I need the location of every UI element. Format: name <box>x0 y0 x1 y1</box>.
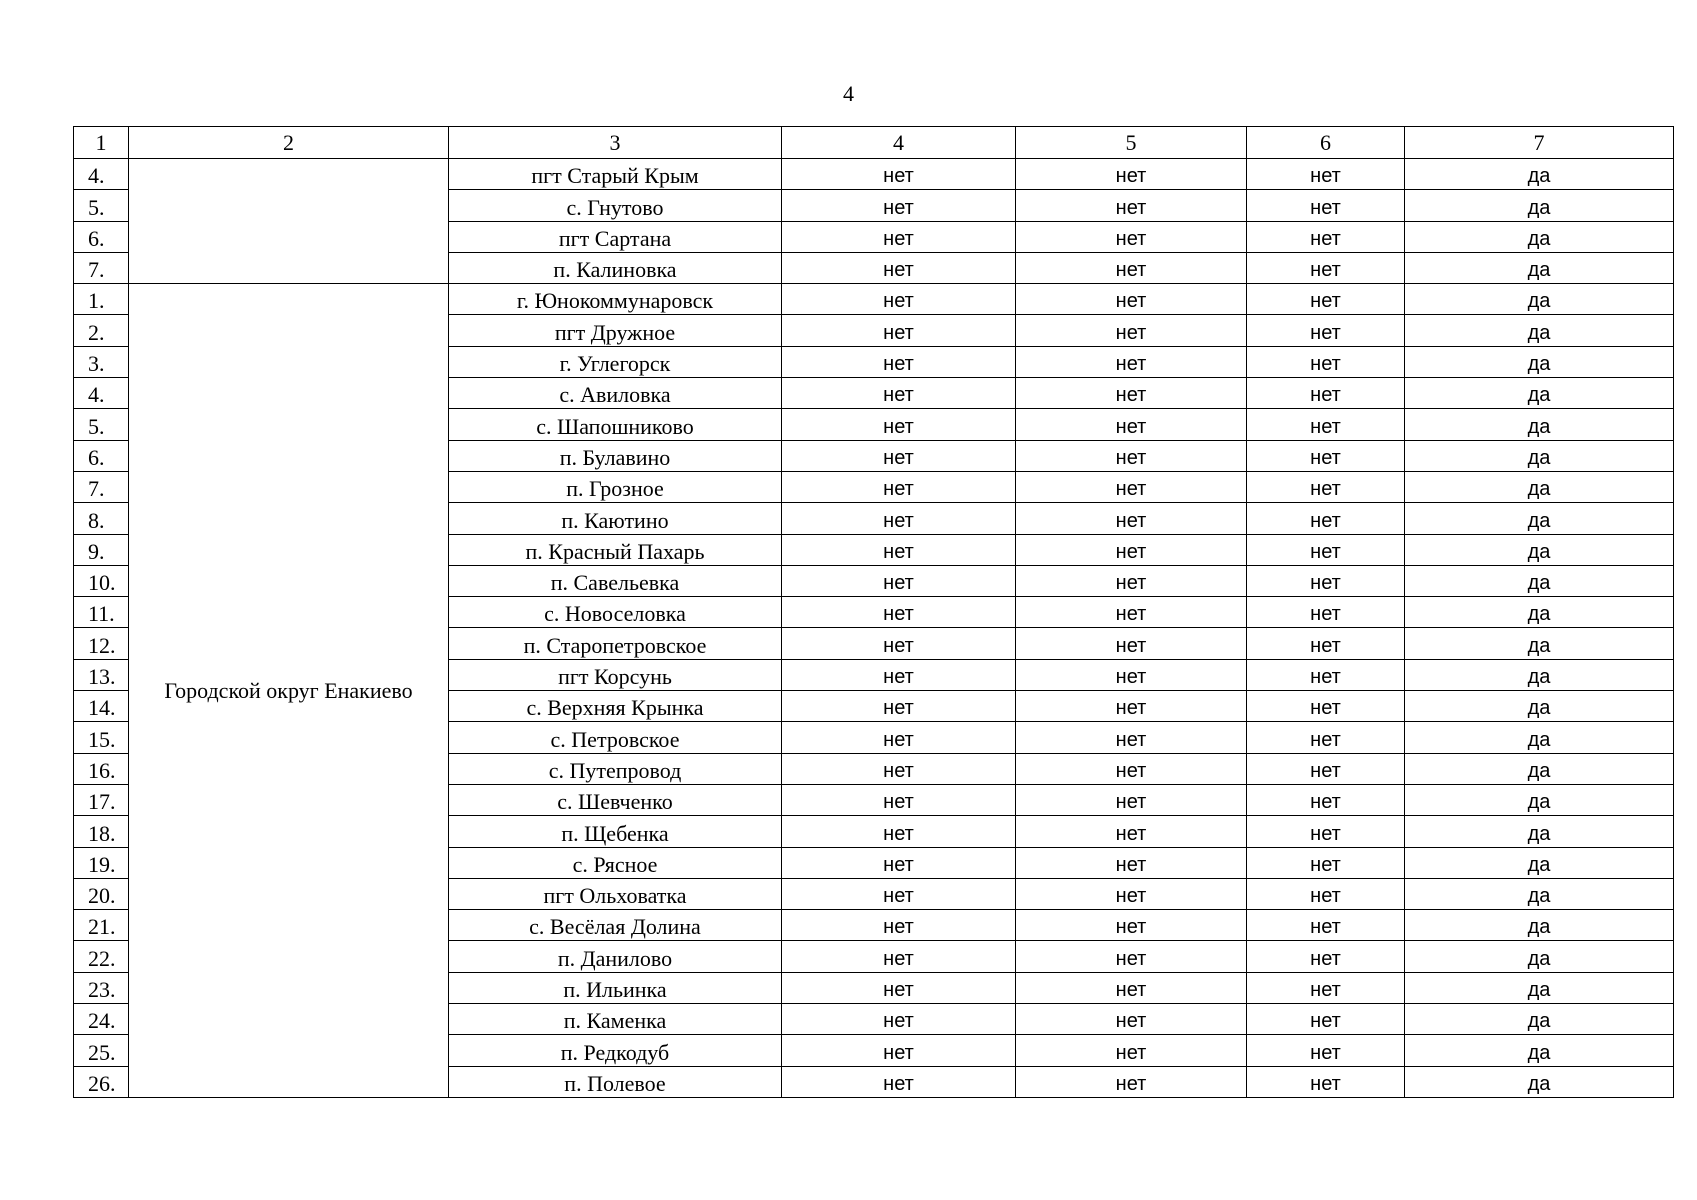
row-number-cell: 12. <box>74 628 129 659</box>
row-number-cell: 5. <box>74 190 129 221</box>
col5-cell: нет <box>1016 565 1247 596</box>
col7-cell: да <box>1405 378 1674 409</box>
col5-cell: нет <box>1016 534 1247 565</box>
row-number-cell: 6. <box>74 221 129 252</box>
col7-cell: да <box>1405 878 1674 909</box>
settlement-cell: п. Редкодуб <box>449 1035 782 1066</box>
col5-cell: нет <box>1016 1066 1247 1097</box>
col4-cell: нет <box>782 1004 1016 1035</box>
col4-cell: нет <box>782 221 1016 252</box>
col6-cell: нет <box>1247 503 1405 534</box>
col5-cell: нет <box>1016 628 1247 659</box>
settlement-cell: с. Рясное <box>449 847 782 878</box>
row-number-cell: 3. <box>74 346 129 377</box>
col4-cell: нет <box>782 878 1016 909</box>
col5-cell: нет <box>1016 190 1247 221</box>
row-number-cell: 25. <box>74 1035 129 1066</box>
column-header-5: 5 <box>1016 127 1247 159</box>
col4-cell: нет <box>782 409 1016 440</box>
col7-cell: да <box>1405 503 1674 534</box>
row-number-cell: 2. <box>74 315 129 346</box>
row-number-cell: 18. <box>74 816 129 847</box>
col4-cell: нет <box>782 565 1016 596</box>
settlement-cell: пгт Старый Крым <box>449 159 782 190</box>
settlement-cell: п. Каютино <box>449 503 782 534</box>
col6-cell: нет <box>1247 1066 1405 1097</box>
settlement-cell: п. Грозное <box>449 471 782 502</box>
col5-cell: нет <box>1016 722 1247 753</box>
col5-cell: нет <box>1016 910 1247 941</box>
col4-cell: нет <box>782 159 1016 190</box>
col7-cell: да <box>1405 221 1674 252</box>
col7-cell: да <box>1405 910 1674 941</box>
header-row <box>74 127 1674 159</box>
page-number: 4 <box>843 81 854 106</box>
col7-cell: да <box>1405 534 1674 565</box>
settlement-cell: п. Калиновка <box>449 252 782 283</box>
row-number-cell: 15. <box>74 722 129 753</box>
settlement-cell: с. Новоселовка <box>449 597 782 628</box>
row-number-cell: 7. <box>74 252 129 283</box>
col5-cell: нет <box>1016 972 1247 1003</box>
col4-cell: нет <box>782 816 1016 847</box>
column-header-4: 4 <box>782 127 1016 159</box>
row-number-cell: 1. <box>74 284 129 315</box>
col7-cell: да <box>1405 847 1674 878</box>
row-number-cell: 24. <box>74 1004 129 1035</box>
col6-cell: нет <box>1247 847 1405 878</box>
settlement-cell: с. Гнутово <box>449 190 782 221</box>
column-header-7: 7 <box>1405 127 1674 159</box>
row-number-cell: 8. <box>74 503 129 534</box>
settlement-cell: с. Верхняя Крынка <box>449 691 782 722</box>
col5-cell: нет <box>1016 252 1247 283</box>
settlement-cell: п. Ильинка <box>449 972 782 1003</box>
col5-cell: нет <box>1016 878 1247 909</box>
row-number-cell: 9. <box>74 534 129 565</box>
settlement-cell: с. Путепровод <box>449 753 782 784</box>
col6-cell: нет <box>1247 816 1405 847</box>
col6-cell: нет <box>1247 409 1405 440</box>
col6-cell: нет <box>1247 941 1405 972</box>
col7-cell: да <box>1405 628 1674 659</box>
col5-cell: нет <box>1016 471 1247 502</box>
col4-cell: нет <box>782 847 1016 878</box>
column-header-6: 6 <box>1247 127 1405 159</box>
col4-cell: нет <box>782 315 1016 346</box>
col5-cell: нет <box>1016 284 1247 315</box>
col6-cell: нет <box>1247 471 1405 502</box>
col4-cell: нет <box>782 753 1016 784</box>
row-number-cell: 17. <box>74 784 129 815</box>
col7-cell: да <box>1405 691 1674 722</box>
settlement-cell: г. Юнокоммунаровск <box>449 284 782 315</box>
col7-cell: да <box>1405 190 1674 221</box>
col5-cell: нет <box>1016 659 1247 690</box>
col4-cell: нет <box>782 378 1016 409</box>
col7-cell: да <box>1405 1066 1674 1097</box>
settlement-cell: с. Шапошниково <box>449 409 782 440</box>
row-number-cell: 23. <box>74 972 129 1003</box>
col5-cell: нет <box>1016 847 1247 878</box>
col5-cell: нет <box>1016 784 1247 815</box>
settlement-cell: с. Шевченко <box>449 784 782 815</box>
col5-cell: нет <box>1016 159 1247 190</box>
settlement-cell: п. Красный Пахарь <box>449 534 782 565</box>
col5-cell: нет <box>1016 409 1247 440</box>
col7-cell: да <box>1405 1004 1674 1035</box>
row-number-cell: 4. <box>74 159 129 190</box>
col6-cell: нет <box>1247 1035 1405 1066</box>
col7-cell: да <box>1405 816 1674 847</box>
col6-cell: нет <box>1247 691 1405 722</box>
col5-cell: нет <box>1016 597 1247 628</box>
settlement-cell: п. Каменка <box>449 1004 782 1035</box>
col6-cell: нет <box>1247 972 1405 1003</box>
col7-cell: да <box>1405 440 1674 471</box>
settlement-cell: с. Петровское <box>449 722 782 753</box>
row-number-cell: 10. <box>74 565 129 596</box>
row-number-cell: 20. <box>74 878 129 909</box>
settlement-cell: п. Данилово <box>449 941 782 972</box>
col5-cell: нет <box>1016 816 1247 847</box>
col5-cell: нет <box>1016 1004 1247 1035</box>
col4-cell: нет <box>782 440 1016 471</box>
col6-cell: нет <box>1247 315 1405 346</box>
col5-cell: нет <box>1016 753 1247 784</box>
col4-cell: нет <box>782 628 1016 659</box>
col7-cell: да <box>1405 565 1674 596</box>
col6-cell: нет <box>1247 565 1405 596</box>
settlement-cell: п. Старопетровское <box>449 628 782 659</box>
settlement-cell: с. Весёлая Долина <box>449 910 782 941</box>
col6-cell: нет <box>1247 284 1405 315</box>
col4-cell: нет <box>782 534 1016 565</box>
col4-cell: нет <box>782 284 1016 315</box>
col4-cell: нет <box>782 471 1016 502</box>
row-number-cell: 22. <box>74 941 129 972</box>
col4-cell: нет <box>782 910 1016 941</box>
row-number-cell: 7. <box>74 471 129 502</box>
col4-cell: нет <box>782 1035 1016 1066</box>
col4-cell: нет <box>782 941 1016 972</box>
col7-cell: да <box>1405 941 1674 972</box>
district-cell <box>129 159 449 284</box>
col6-cell: нет <box>1247 722 1405 753</box>
col7-cell: да <box>1405 784 1674 815</box>
col6-cell: нет <box>1247 221 1405 252</box>
col4-cell: нет <box>782 691 1016 722</box>
settlement-cell: п. Савельевка <box>449 565 782 596</box>
settlement-cell: пгт Сартана <box>449 221 782 252</box>
col5-cell: нет <box>1016 691 1247 722</box>
col7-cell: да <box>1405 659 1674 690</box>
col4-cell: нет <box>782 503 1016 534</box>
settlement-cell: п. Булавино <box>449 440 782 471</box>
col6-cell: нет <box>1247 440 1405 471</box>
column-header-1: 1 <box>74 127 129 159</box>
column-header-2: 2 <box>129 127 449 159</box>
row-number-cell: 6. <box>74 440 129 471</box>
col6-cell: нет <box>1247 910 1405 941</box>
col6-cell: нет <box>1247 597 1405 628</box>
col6-cell: нет <box>1247 190 1405 221</box>
row-number-cell: 19. <box>74 847 129 878</box>
table-body <box>74 127 1674 1098</box>
col6-cell: нет <box>1247 159 1405 190</box>
col4-cell: нет <box>782 784 1016 815</box>
col4-cell: нет <box>782 346 1016 377</box>
col7-cell: да <box>1405 315 1674 346</box>
settlement-cell: п. Полевое <box>449 1066 782 1097</box>
col5-cell: нет <box>1016 315 1247 346</box>
col4-cell: нет <box>782 972 1016 1003</box>
settlement-cell: п. Щебенка <box>449 816 782 847</box>
row-number-cell: 16. <box>74 753 129 784</box>
col7-cell: да <box>1405 284 1674 315</box>
row-number-cell: 14. <box>74 691 129 722</box>
settlement-cell: с. Авиловка <box>449 378 782 409</box>
col4-cell: нет <box>782 659 1016 690</box>
col6-cell: нет <box>1247 1004 1405 1035</box>
col5-cell: нет <box>1016 221 1247 252</box>
row-number-cell: 11. <box>74 597 129 628</box>
settlement-cell: г. Углегорск <box>449 346 782 377</box>
col6-cell: нет <box>1247 784 1405 815</box>
col7-cell: да <box>1405 753 1674 784</box>
col4-cell: нет <box>782 722 1016 753</box>
col7-cell: да <box>1405 252 1674 283</box>
col7-cell: да <box>1405 597 1674 628</box>
col7-cell: да <box>1405 972 1674 1003</box>
col5-cell: нет <box>1016 503 1247 534</box>
col6-cell: нет <box>1247 878 1405 909</box>
row-number-cell: 4. <box>74 378 129 409</box>
col6-cell: нет <box>1247 628 1405 659</box>
col5-cell: нет <box>1016 346 1247 377</box>
col6-cell: нет <box>1247 753 1405 784</box>
col7-cell: да <box>1405 159 1674 190</box>
col5-cell: нет <box>1016 378 1247 409</box>
col5-cell: нет <box>1016 941 1247 972</box>
district-cell: Городской округ Енакиево <box>129 284 449 1098</box>
col6-cell: нет <box>1247 534 1405 565</box>
col6-cell: нет <box>1247 346 1405 377</box>
row-number-cell: 21. <box>74 910 129 941</box>
row-number-cell: 5. <box>74 409 129 440</box>
col7-cell: да <box>1405 471 1674 502</box>
col4-cell: нет <box>782 190 1016 221</box>
row-number-cell: 26. <box>74 1066 129 1097</box>
col6-cell: нет <box>1247 252 1405 283</box>
column-header-3: 3 <box>449 127 782 159</box>
col7-cell: да <box>1405 346 1674 377</box>
col5-cell: нет <box>1016 440 1247 471</box>
settlement-cell: пгт Ольховатка <box>449 878 782 909</box>
col6-cell: нет <box>1247 659 1405 690</box>
settlement-cell: пгт Дружное <box>449 315 782 346</box>
col5-cell: нет <box>1016 1035 1247 1066</box>
table-row <box>74 284 1674 315</box>
col7-cell: да <box>1405 409 1674 440</box>
settlement-cell: пгт Корсунь <box>449 659 782 690</box>
col4-cell: нет <box>782 597 1016 628</box>
col4-cell: нет <box>782 1066 1016 1097</box>
col4-cell: нет <box>782 252 1016 283</box>
col7-cell: да <box>1405 1035 1674 1066</box>
col6-cell: нет <box>1247 378 1405 409</box>
col7-cell: да <box>1405 722 1674 753</box>
row-number-cell: 13. <box>74 659 129 690</box>
settlements-table <box>73 126 1674 1098</box>
table-row <box>74 159 1674 190</box>
